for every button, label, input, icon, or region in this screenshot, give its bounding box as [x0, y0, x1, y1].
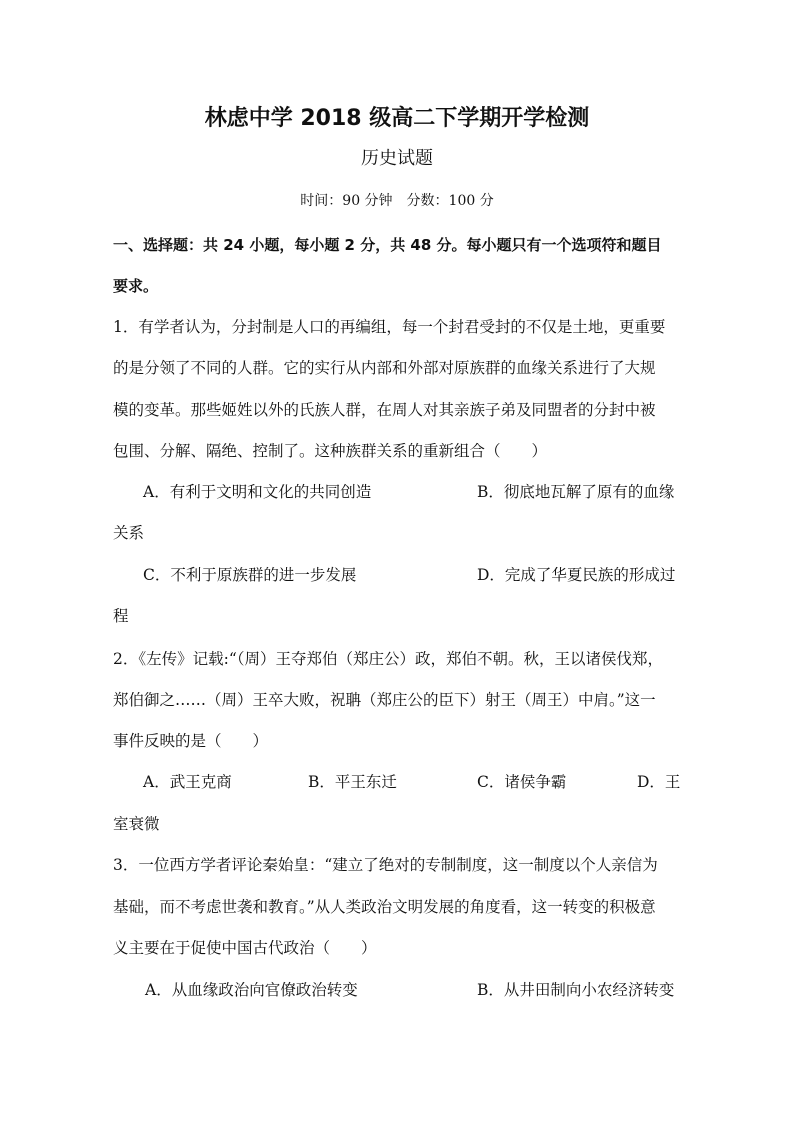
q1-stem-line-3: 模的变革。那些姬姓以外的氏族人群，在周人对其亲族子弟及同盟者的分封中被 — [113, 401, 656, 419]
q1-stem-line-1: 1．有学者认为，分封制是人口的再编组，每一个封君受封的不仅是土地，更重要 — [113, 318, 666, 336]
q1-option-b: B．彻底地瓦解了原有的血缘 — [477, 483, 675, 501]
q2-stem-line-3: 事件反映的是（ ） — [113, 732, 269, 750]
exam-subject: 历史试题 — [361, 148, 433, 169]
q3-stem-line-3: 义主要在于促使中国古代政治（ ） — [113, 939, 377, 957]
q3-stem-line-2: 基础，而不考虑世袭和教育。”从人类政治文明发展的角度看，这一转变的积极意 — [113, 898, 656, 916]
q3-option-a: A．从血缘政治向官僚政治转变 — [145, 981, 358, 999]
section-heading-line-2: 要求。 — [113, 277, 159, 295]
q2-stem-line-1: 2．《左传》记载:“（周）王夺郑伯（郑庄公）政，郑伯不朝。秋，王以诸侯伐郑， — [113, 650, 664, 668]
q2-option-d-wrap: 室衰微 — [113, 815, 160, 833]
q1-option-a: A．有利于文明和文化的共同创造 — [143, 483, 372, 501]
q3-stem-line-1: 3．一位西方学者评论秦始皇：“建立了绝对的专制制度，这一制度以个人亲信为 — [113, 856, 658, 874]
q1-stem-line-2: 的是分领了不同的人群。它的实行从内部和外部对原族群的血缘关系进行了大规 — [113, 359, 656, 377]
q2-option-d: D．王 — [637, 773, 681, 791]
q1-option-b-wrap: 关系 — [113, 524, 145, 542]
exam-title: 林虑中学 2018 级高二下学期开学检测 — [204, 106, 590, 131]
q2-option-b: B．平王东迁 — [308, 773, 397, 791]
q1-option-c: C．不利于原族群的进一步发展 — [143, 566, 357, 584]
q2-stem-line-2: 郑伯御之……（周）王卒大败，祝聃（郑庄公的臣下）射王（周王）中肩。”这一 — [113, 691, 656, 709]
q3-option-b: B．从井田制向小农经济转变 — [477, 981, 675, 999]
q1-option-d-wrap: 程 — [113, 607, 129, 625]
section-heading-line-1: 一、选择题：共 24 小题，每小题 2 分，共 48 分。每小题只有一个选项符和题目 — [113, 236, 662, 254]
q1-option-d: D．完成了华夏民族的形成过 — [477, 566, 676, 584]
q2-option-c: C．诸侯争霸 — [477, 773, 567, 791]
q2-option-a: A．武王克商 — [143, 773, 232, 791]
q1-stem-line-4: 包围、分解、隔绝、控制了。这种族群关系的重新组合（ ） — [113, 442, 548, 460]
exam-time-score: 时间：90 分钟 分数：100 分 — [300, 193, 494, 209]
